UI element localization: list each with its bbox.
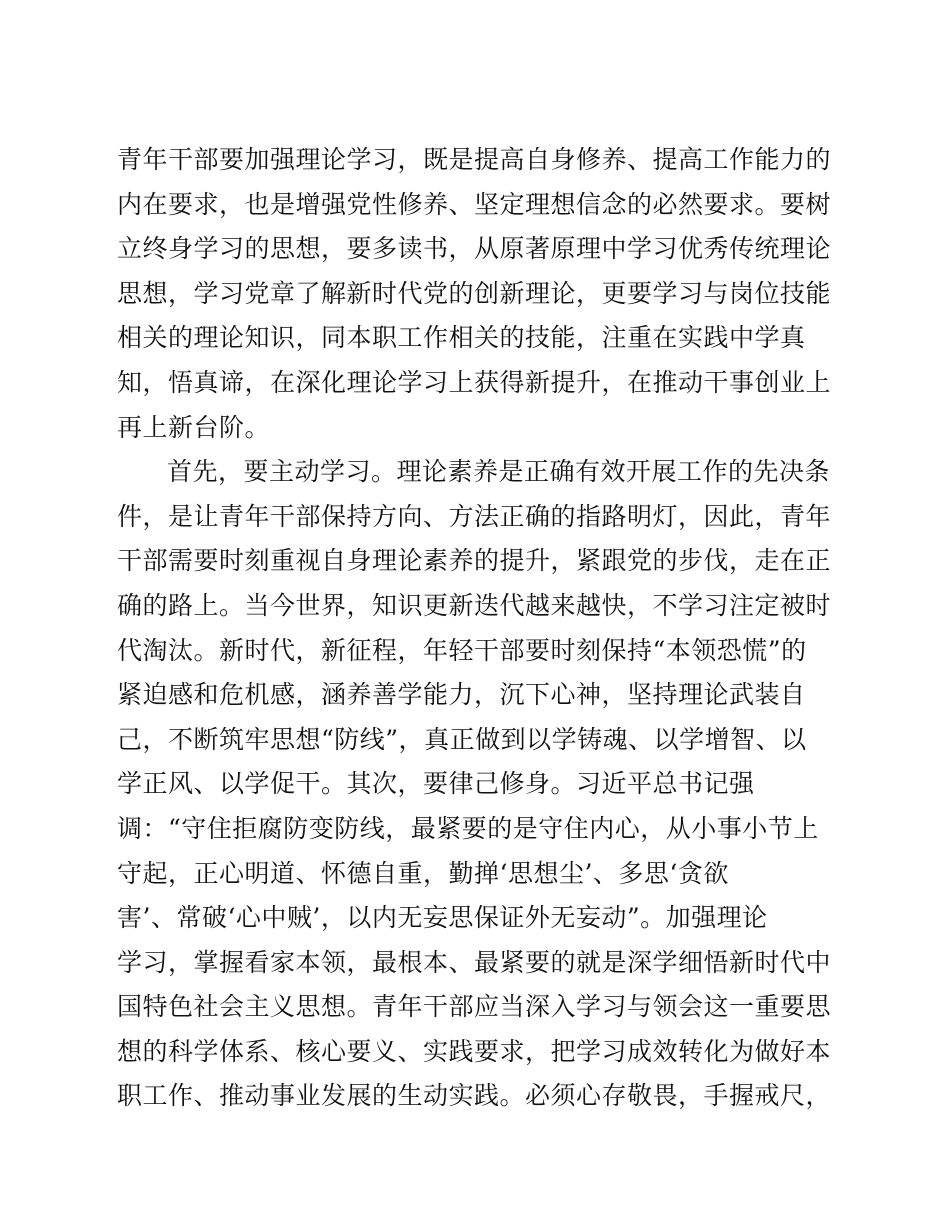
text-line: 再上新台阶。 [117, 412, 271, 442]
text-line: 调：“守住拒腐防变防线，最紧要的是守住内心，从小事小节上 [117, 813, 819, 843]
text-line: 代淘汰。新时代，新征程，年轻干部要时刻保持“本领恐慌”的 [117, 635, 807, 665]
text-line: 想的科学体系、核心要义、实践要求，把学习成效转化为做好本 [117, 1036, 832, 1066]
text-line: 职工作、推动事业发展的生动实践。必须心存敬畏，手握戒尺， [117, 1081, 832, 1111]
text-line: 紧迫感和危机感，涵养善学能力，沉下心神，坚持理论武装自 [117, 680, 806, 710]
text-line: 思想，学习党章了解新时代党的创新理论，更要学习与岗位技能 [117, 278, 832, 308]
text-line: 国特色社会主义思想。青年干部应当深入学习与领会这一重要思 [117, 992, 832, 1022]
text-line: 立终身学习的思想，要多读书，从原著原理中学习优秀传统理论 [117, 234, 832, 264]
paragraph-2 [117, 450, 832, 1119]
text-line: 干部需要时刻重视自身理论素养的提升，紧跟党的步伐，走在正 [117, 546, 832, 576]
text-line: 相关的理论知识，同本职工作相关的技能，注重在实践中学真 [117, 323, 806, 353]
body-text [117, 138, 832, 1119]
text-line: 件，是让青年干部保持方向、方法正确的指路明灯，因此，青年 [117, 501, 832, 531]
text-line: 内在要求，也是增强党性修养、坚定理想信念的必然要求。要树 [117, 189, 832, 219]
text-line: 守起，正心明道、怀德自重，勤掸‘思想尘’、多思‘贪欲 [117, 858, 729, 888]
text-line: 害’、常破‘心中贼’，以内无妄思保证外无妄动”。加强理论 [117, 903, 768, 933]
text-line: 学正风、以学促干。其次，要律己修身。习近平总书记强 [117, 769, 755, 799]
text-line: 己，不断筑牢思想“防线”，真正做到以学铸魂、以学增智、以 [117, 724, 807, 754]
text-line: 学习，掌握看家本领，最根本、最紧要的就是深学细悟新时代中 [117, 947, 832, 977]
text-line: 确的路上。当今世界，知识更新迭代越来越快，不学习注定被时 [117, 590, 832, 620]
text-line: 首先，要主动学习。理论素养是正确有效开展工作的先决条 [167, 457, 831, 487]
paragraph-1 [117, 138, 832, 450]
text-line: 知，悟真谛，在深化理论学习上获得新提升，在推动干事创业上 [117, 367, 832, 397]
text-line: 青年干部要加强理论学习，既是提高自身修养、提高工作能力的 [117, 145, 832, 174]
